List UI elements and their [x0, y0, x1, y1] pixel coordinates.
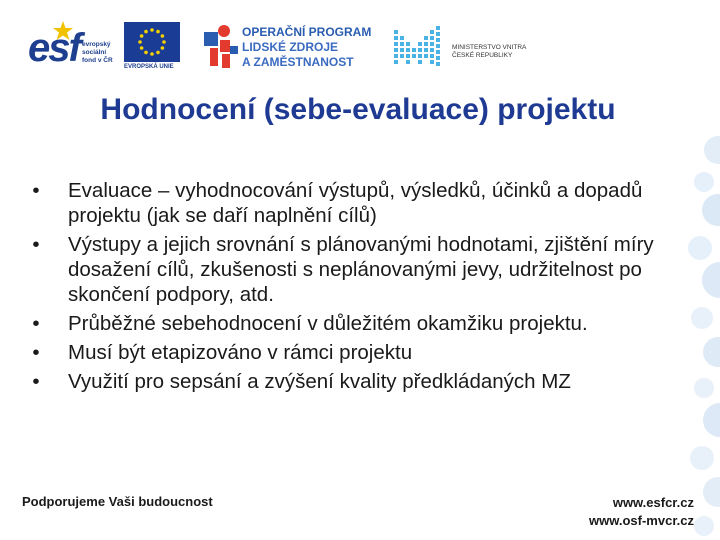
op-logo-text: OPERAČNÍ PROGRAM LIDSKÉ ZDROJE A ZAMĚSTNANOST — [242, 25, 372, 69]
bullet-item: • Průběžné sebehodnocení v důležitém okamžiku projektu. — [28, 311, 692, 336]
footer-links — [589, 494, 694, 530]
esf-logo-text: evropský sociální fond v ČR — [82, 41, 113, 64]
eu-flag-logo — [124, 22, 180, 62]
bullet-item: • Využití pro sepsání a zvýšení kvality předkládaných MZ — [28, 369, 692, 394]
footer-slogan: Podporujeme Vaši budoucnost — [22, 494, 213, 509]
bullet-list — [28, 178, 692, 398]
eu-stars-icon — [124, 22, 180, 62]
footer-link-esfcr[interactable]: www.esfcr.cz — [612, 495, 694, 510]
ministry-logo-text: MINISTERSTVO VNITRA ČESKÉ REPUBLIKY — [452, 44, 527, 59]
slide-title: Hodnocení (sebe-evaluace) projektu — [100, 93, 616, 126]
logo-strip — [0, 0, 720, 86]
op-people-icon — [204, 22, 238, 70]
esf-logo-word: esf — [28, 26, 80, 70]
eu-logo-text: EVROPSKÁ UNIE — [124, 64, 174, 70]
footer-link-osf-mvcr[interactable]: www.osf-mvcr.cz — [589, 513, 694, 528]
bullet-item: • Evaluace – vyhodnocování výstupů, výsledků, účinků a dopadů projektu (jak se daří naplnění cílů) — [28, 178, 692, 228]
bullet-item: • Musí být etapizováno v rámci projektu — [28, 340, 692, 365]
bullet-item: • Výstupy a jejich srovnání s plánovanými hodnotami, zjištění míry dosažení cílů, zkušenosti s neplánovanými jevy, udržitelnost po skončení podpory, atd. — [28, 232, 692, 307]
ministry-dots-icon — [392, 24, 448, 70]
